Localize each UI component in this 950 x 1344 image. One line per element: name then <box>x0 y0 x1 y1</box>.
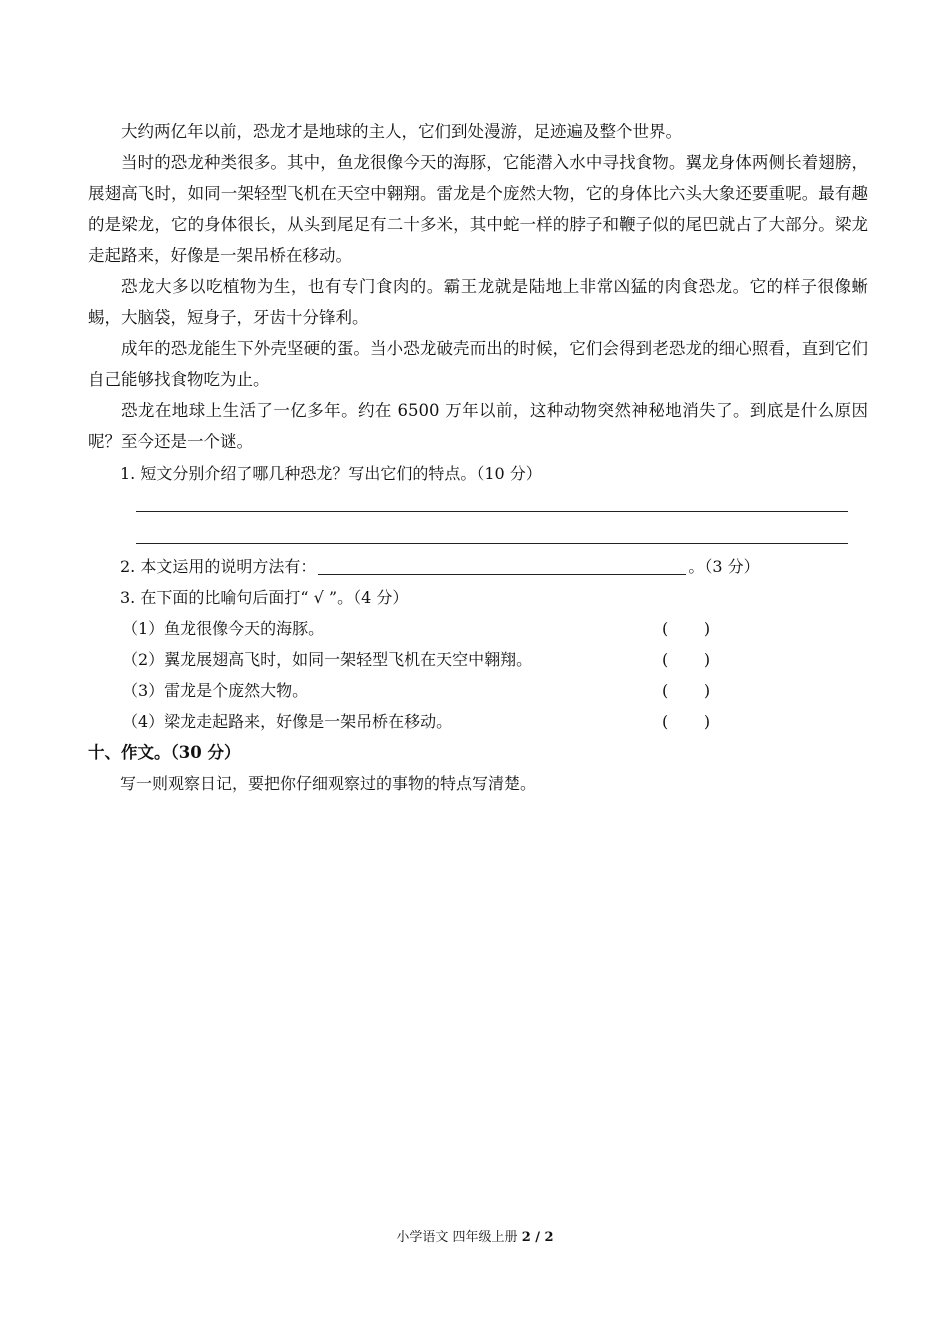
question-3-option-4: （4）梁龙走起路来，好像是一架吊桥在移动。 <box>122 712 453 731</box>
page-footer <box>0 1226 950 1245</box>
answer-parentheses-4[interactable]: ( ) <box>662 712 711 731</box>
passage-paragraph-5: 恐龙在地球上生活了一亿多年。约在 6500 万年以前，这种动物突然神秘地消失了。到底是什么原因呢？至今还是一个谜。 <box>88 401 868 451</box>
passage-paragraph-4: 成年的恐龙能生下外壳坚硬的蛋。当小恐龙破壳而出的时候，它们会得到老恐龙的细心照看，直到它们自己能够找食物吃为止。 <box>88 339 868 389</box>
question-3-option-2: （2）翼龙展翅高飞时，如同一架轻型飞机在天空中翱翔。 <box>122 650 533 669</box>
footer-text: 小学语文 四年级上册 <box>396 1230 522 1245</box>
page-number: 2 / 2 <box>521 1230 554 1245</box>
question-2-prefix: 2. 本文运用的说明方法有： <box>120 557 317 576</box>
composition-prompt: 写一则观察日记，要把你仔细观察过的事物的特点写清楚。 <box>120 774 537 793</box>
answer-line-1[interactable] <box>136 511 848 512</box>
question-2 <box>120 556 760 578</box>
answer-blank[interactable] <box>318 558 686 575</box>
passage-paragraph-1: 大约两亿年以前，恐龙才是地球的主人，它们到处漫游，足迹遍及整个世界。 <box>121 122 682 141</box>
question-1: 1. 短文分别介绍了哪几种恐龙？写出它们的特点。（10 分） <box>120 464 542 483</box>
question-3: 3. 在下面的比喻句后面打“ √ ”。（4 分） <box>120 588 409 607</box>
answer-line-2[interactable] <box>136 543 848 544</box>
answer-parentheses-3[interactable]: ( ) <box>662 681 711 700</box>
section-10-title: 十、作文。（30 分） <box>88 743 241 762</box>
question-3-option-3: （3）雷龙是个庞然大物。 <box>122 681 309 700</box>
passage-paragraph-3: 恐龙大多以吃植物为生，也有专门食肉的。霸王龙就是陆地上非常凶猛的肉食恐龙。它的样子很像蜥蜴，大脑袋，短身子，牙齿十分锋利。 <box>88 277 868 327</box>
passage-paragraph-2: 当时的恐龙种类很多。其中，鱼龙很像今天的海豚，它能潜入水中寻找食物。翼龙身体两侧长着翅膀，展翅高飞时，如同一架轻型飞机在天空中翱翔。雷龙是个庞然大物，它的身体比六头大象还要重呢。最有趣的是梁龙，它的身体很长，从头到尾足有二十多米，其中蛇一样的脖子和鞭子似的尾巴就占了大部分。梁龙走起路来，好像是一架吊桥在移动。 <box>88 153 868 265</box>
answer-parentheses-1[interactable]: ( ) <box>662 619 711 638</box>
question-2-suffix: 。（3 分） <box>688 557 760 576</box>
question-3-option-1: （1）鱼龙很像今天的海豚。 <box>122 619 325 638</box>
answer-parentheses-2[interactable]: ( ) <box>662 650 711 669</box>
